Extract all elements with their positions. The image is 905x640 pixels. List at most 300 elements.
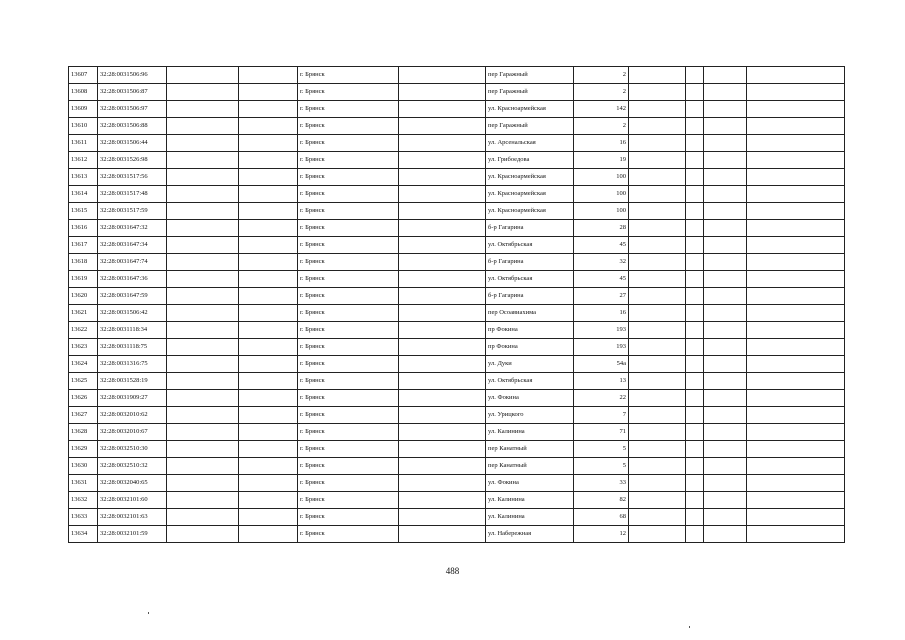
cell-house-number: 100 [574,186,629,203]
cell-cadastral-number: 32:28:0032010:67 [98,424,167,441]
cell-empty [629,254,686,271]
cell-record-number: 13610 [69,118,98,135]
cell-empty [747,356,845,373]
cell-empty [167,322,239,339]
cell-empty [629,373,686,390]
scan-speck [689,626,690,628]
cell-empty [629,169,686,186]
cell-empty [704,186,747,203]
cell-city: г. Брянск [298,509,399,526]
cell-record-number: 13624 [69,356,98,373]
cell-empty [747,339,845,356]
cell-empty [239,390,298,407]
cell-empty [239,509,298,526]
cell-empty [239,84,298,101]
cell-empty [629,305,686,322]
table-row [69,237,845,254]
cell-empty [239,254,298,271]
cell-empty [704,237,747,254]
cell-empty [629,152,686,169]
cell-city: г. Брянск [298,424,399,441]
cell-cadastral-number: 32:28:0031316:75 [98,356,167,373]
cell-empty [686,101,704,118]
cell-empty [686,67,704,84]
cell-empty [747,509,845,526]
cell-empty [167,373,239,390]
cell-cadastral-number: 32:28:0031647:74 [98,254,167,271]
cell-empty [704,339,747,356]
cell-empty [747,118,845,135]
table-row [69,271,845,288]
cell-empty [686,220,704,237]
cell-empty [686,458,704,475]
cell-empty [399,441,486,458]
cell-empty [629,271,686,288]
cell-cadastral-number: 32:28:0031909:27 [98,390,167,407]
cell-empty [239,441,298,458]
cell-empty [399,390,486,407]
cell-street: ул. Красноармейская [486,186,574,203]
cell-house-number: 100 [574,203,629,220]
cell-cadastral-number: 32:28:0031517:48 [98,186,167,203]
cell-empty [167,339,239,356]
cell-cadastral-number: 32:28:0031526:98 [98,152,167,169]
cell-empty [167,271,239,288]
cell-house-number: 82 [574,492,629,509]
cell-city: г. Брянск [298,407,399,424]
table-row [69,475,845,492]
cell-city: г. Брянск [298,254,399,271]
cell-cadastral-number: 32:28:0031647:36 [98,271,167,288]
cell-empty [747,390,845,407]
cell-empty [686,475,704,492]
cell-empty [167,288,239,305]
cell-empty [399,152,486,169]
cell-street: пер Гаражный [486,118,574,135]
cell-empty [686,118,704,135]
cell-empty [686,84,704,101]
cell-house-number: 32 [574,254,629,271]
cell-record-number: 13621 [69,305,98,322]
cell-empty [399,169,486,186]
cell-empty [239,271,298,288]
cell-record-number: 13619 [69,271,98,288]
cell-record-number: 13609 [69,101,98,118]
cell-empty [747,135,845,152]
cell-house-number: 45 [574,237,629,254]
cell-empty [747,373,845,390]
cell-empty [704,152,747,169]
cell-empty [686,356,704,373]
table-body [69,67,845,543]
cell-empty [239,322,298,339]
cell-street: б-р Гагарина [486,254,574,271]
cell-empty [629,118,686,135]
cell-empty [686,254,704,271]
cell-record-number: 13615 [69,203,98,220]
cell-empty [399,305,486,322]
cell-record-number: 13620 [69,288,98,305]
cell-empty [629,203,686,220]
cell-empty [167,424,239,441]
cell-cadastral-number: 32:28:0032040:65 [98,475,167,492]
table-row [69,339,845,356]
table-row [69,492,845,509]
cell-empty [399,356,486,373]
cell-empty [239,67,298,84]
cell-empty [239,424,298,441]
cell-empty [399,84,486,101]
cell-empty [629,101,686,118]
cell-record-number: 13633 [69,509,98,526]
cell-empty [704,271,747,288]
cell-record-number: 13630 [69,458,98,475]
cell-empty [704,356,747,373]
cell-empty [239,288,298,305]
cell-record-number: 13634 [69,526,98,543]
cell-empty [704,101,747,118]
cell-empty [686,203,704,220]
cell-empty [239,220,298,237]
cell-record-number: 13614 [69,186,98,203]
cell-empty [686,492,704,509]
cell-empty [629,424,686,441]
cell-street: ул. Дуки [486,356,574,373]
cell-empty [167,101,239,118]
cell-city: г. Брянск [298,203,399,220]
cell-empty [239,339,298,356]
cell-empty [399,424,486,441]
cell-empty [167,237,239,254]
cell-empty [704,135,747,152]
cell-record-number: 13632 [69,492,98,509]
table-row [69,441,845,458]
table-row [69,407,845,424]
table-row [69,356,845,373]
table-row [69,84,845,101]
cell-city: г. Брянск [298,356,399,373]
cell-empty [629,288,686,305]
cell-empty [686,237,704,254]
cell-street: пер Канатный [486,458,574,475]
cell-empty [399,118,486,135]
cell-city: г. Брянск [298,67,399,84]
cell-house-number: 12 [574,526,629,543]
cell-street: ул. Грибоедова [486,152,574,169]
cell-empty [747,475,845,492]
table-row [69,390,845,407]
page-number: 488 [445,566,460,576]
cell-empty [399,67,486,84]
cell-cadastral-number: 32:28:0032101:60 [98,492,167,509]
cell-empty [167,458,239,475]
cell-city: г. Брянск [298,220,399,237]
cell-empty [686,390,704,407]
cell-cadastral-number: 32:28:0031647:32 [98,220,167,237]
table-row [69,254,845,271]
cell-empty [704,288,747,305]
cell-empty [629,458,686,475]
cell-empty [167,475,239,492]
cell-empty [239,356,298,373]
cell-empty [747,288,845,305]
cell-empty [686,424,704,441]
cell-empty [704,84,747,101]
cell-street: пр Фокина [486,322,574,339]
cell-record-number: 13625 [69,373,98,390]
cell-street: ул. Красноармейская [486,203,574,220]
cell-record-number: 13611 [69,135,98,152]
cell-cadastral-number: 32:28:0032010:62 [98,407,167,424]
cell-empty [747,458,845,475]
cell-cadastral-number: 32:28:0031506:87 [98,84,167,101]
cell-street: ул. Набережная [486,526,574,543]
cell-empty [704,390,747,407]
cell-empty [704,475,747,492]
cell-empty [629,339,686,356]
cell-city: г. Брянск [298,458,399,475]
cell-house-number: 27 [574,288,629,305]
table-row [69,373,845,390]
cell-street: ул. Октябрьская [486,271,574,288]
cell-house-number: 19 [574,152,629,169]
cell-record-number: 13629 [69,441,98,458]
cell-empty [167,67,239,84]
cell-record-number: 13616 [69,220,98,237]
cell-empty [399,271,486,288]
cell-empty [686,526,704,543]
table-row [69,169,845,186]
cell-house-number: 2 [574,84,629,101]
cell-cadastral-number: 32:28:0031506:96 [98,67,167,84]
cell-empty [747,84,845,101]
cell-empty [399,458,486,475]
cell-record-number: 13612 [69,152,98,169]
cell-empty [239,305,298,322]
cell-empty [399,101,486,118]
cell-empty [686,509,704,526]
cell-empty [747,441,845,458]
cell-empty [167,186,239,203]
cell-empty [167,220,239,237]
cell-city: г. Брянск [298,169,399,186]
cell-empty [686,271,704,288]
cell-empty [239,135,298,152]
cell-street: пер Осоавиахима [486,305,574,322]
cell-empty [629,322,686,339]
cell-record-number: 13631 [69,475,98,492]
cell-empty [399,288,486,305]
cell-empty [686,288,704,305]
cell-cadastral-number: 32:28:0031528:19 [98,373,167,390]
cell-empty [629,492,686,509]
cell-empty [747,322,845,339]
cell-street: ул. Калинина [486,509,574,526]
cell-empty [747,186,845,203]
scan-speck [148,612,149,614]
cell-city: г. Брянск [298,118,399,135]
cell-cadastral-number: 32:28:0031517:56 [98,169,167,186]
cell-empty [747,169,845,186]
cell-house-number: 5 [574,458,629,475]
cell-empty [399,186,486,203]
cell-cadastral-number: 32:28:0031517:59 [98,203,167,220]
cell-empty [239,186,298,203]
cell-house-number: 28 [574,220,629,237]
cell-record-number: 13608 [69,84,98,101]
table-row [69,526,845,543]
cell-record-number: 13628 [69,424,98,441]
cell-empty [704,492,747,509]
cell-cadastral-number: 32:28:0031506:44 [98,135,167,152]
cell-city: г. Брянск [298,339,399,356]
cell-empty [399,407,486,424]
cell-empty [629,441,686,458]
cell-empty [239,203,298,220]
cell-empty [747,424,845,441]
cell-city: г. Брянск [298,186,399,203]
cell-cadastral-number: 32:28:0031118:34 [98,322,167,339]
table-row [69,118,845,135]
cell-empty [704,322,747,339]
cell-street: ул. Октябрьская [486,373,574,390]
cell-empty [399,237,486,254]
table-row [69,186,845,203]
cell-empty [686,169,704,186]
cell-city: г. Брянск [298,492,399,509]
cell-city: г. Брянск [298,152,399,169]
cell-record-number: 13607 [69,67,98,84]
cell-empty [704,458,747,475]
cell-empty [704,305,747,322]
cell-empty [629,390,686,407]
cell-empty [747,526,845,543]
cell-empty [629,407,686,424]
cell-record-number: 13627 [69,407,98,424]
cell-city: г. Брянск [298,373,399,390]
table-row [69,322,845,339]
table-row [69,220,845,237]
property-table-container [68,66,845,543]
cell-empty [167,356,239,373]
cell-empty [686,305,704,322]
cell-house-number: 193 [574,322,629,339]
cell-cadastral-number: 32:28:0031506:42 [98,305,167,322]
cell-empty [629,84,686,101]
cell-street: ул. Калинина [486,492,574,509]
cell-empty [167,254,239,271]
cell-empty [399,203,486,220]
cell-empty [399,322,486,339]
cell-empty [704,441,747,458]
cell-empty [704,203,747,220]
cell-house-number: 142 [574,101,629,118]
table-row [69,288,845,305]
cell-empty [704,169,747,186]
cell-city: г. Брянск [298,305,399,322]
cell-empty [167,169,239,186]
cell-street: б-р Гагарина [486,288,574,305]
cell-street: ул. Урицкого [486,407,574,424]
cell-empty [399,509,486,526]
cell-cadastral-number: 32:28:0032101:59 [98,526,167,543]
cell-city: г. Брянск [298,271,399,288]
cell-empty [239,152,298,169]
table-row [69,458,845,475]
table-row [69,509,845,526]
cell-street: пр Фокина [486,339,574,356]
cell-empty [747,305,845,322]
cell-city: г. Брянск [298,288,399,305]
cell-city: г. Брянск [298,322,399,339]
cell-city: г. Брянск [298,441,399,458]
cell-street: ул. Фокина [486,390,574,407]
cell-house-number: 71 [574,424,629,441]
cell-house-number: 193 [574,339,629,356]
cell-empty [167,135,239,152]
cell-empty [239,492,298,509]
cell-empty [747,407,845,424]
table-row [69,67,845,84]
cell-empty [167,305,239,322]
cell-empty [399,492,486,509]
cell-empty [399,254,486,271]
cell-empty [399,475,486,492]
cell-empty [239,458,298,475]
cell-record-number: 13626 [69,390,98,407]
cell-empty [747,237,845,254]
cell-street: б-р Гагарина [486,220,574,237]
cell-empty [167,526,239,543]
table-row [69,135,845,152]
cell-house-number: 68 [574,509,629,526]
cell-cadastral-number: 32:28:0031506:88 [98,118,167,135]
table-row [69,203,845,220]
cell-house-number: 54а [574,356,629,373]
cell-empty [239,101,298,118]
cell-empty [704,373,747,390]
cell-empty [239,237,298,254]
cell-empty [704,220,747,237]
cell-empty [239,169,298,186]
property-table [68,66,845,543]
cell-street: ул. Калинина [486,424,574,441]
cell-house-number: 5 [574,441,629,458]
cell-empty [239,373,298,390]
table-row [69,305,845,322]
cell-house-number: 45 [574,271,629,288]
cell-street: ул. Фокина [486,475,574,492]
cell-record-number: 13623 [69,339,98,356]
cell-empty [399,220,486,237]
cell-city: г. Брянск [298,101,399,118]
cell-empty [167,407,239,424]
cell-empty [704,407,747,424]
cell-house-number: 13 [574,373,629,390]
cell-empty [239,475,298,492]
cell-empty [686,135,704,152]
cell-empty [629,186,686,203]
cell-empty [167,492,239,509]
cell-empty [629,220,686,237]
cell-empty [629,526,686,543]
cell-street: пер Гаражный [486,67,574,84]
cell-record-number: 13613 [69,169,98,186]
cell-cadastral-number: 32:28:0032510:32 [98,458,167,475]
cell-empty [167,441,239,458]
cell-city: г. Брянск [298,237,399,254]
cell-city: г. Брянск [298,475,399,492]
